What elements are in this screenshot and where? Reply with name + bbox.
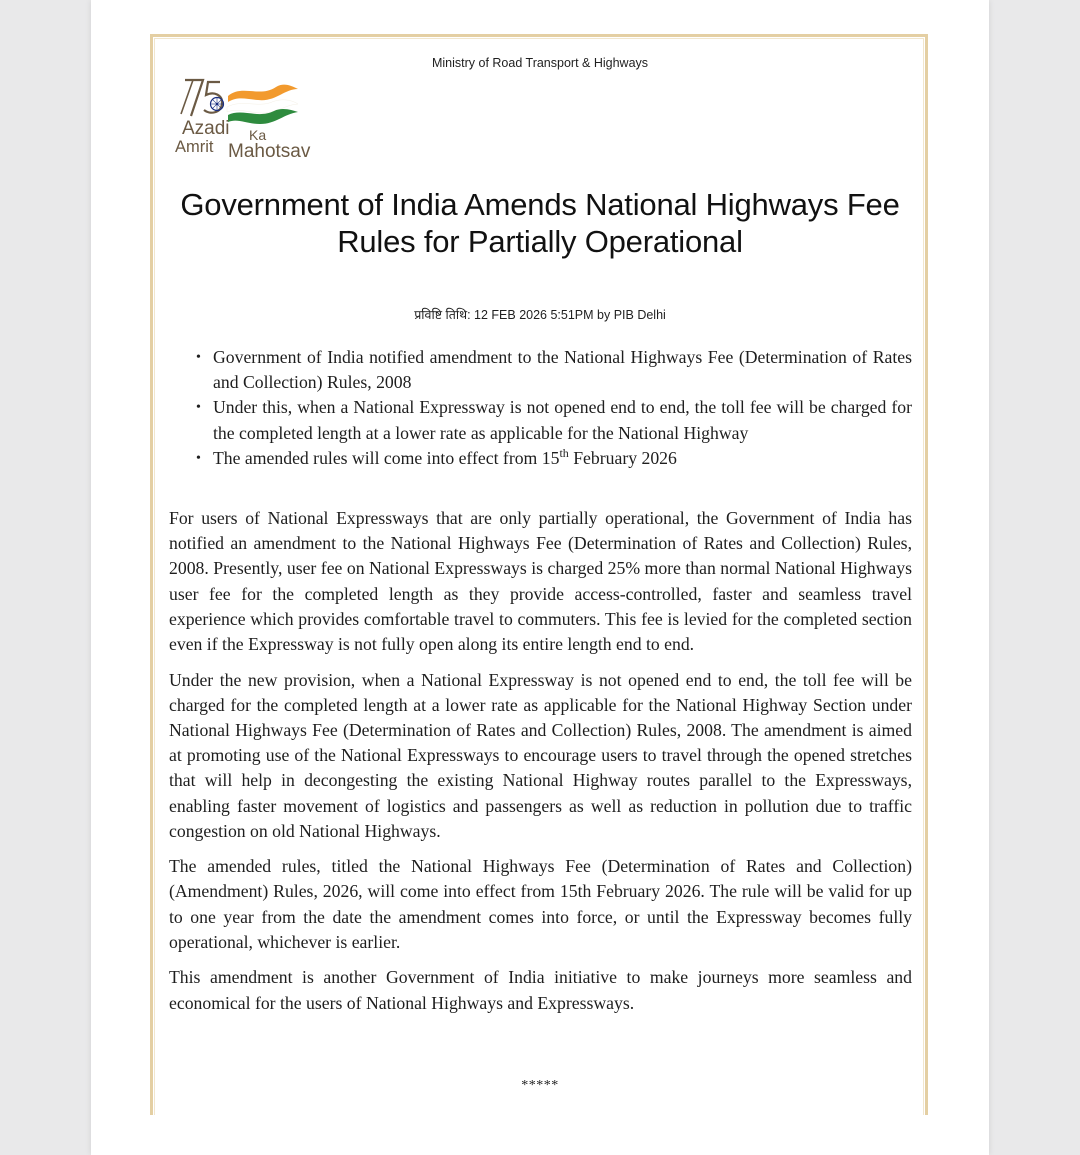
highlights-list <box>169 345 912 471</box>
body-paragraph: For users of National Expressways that are only partially operational, the Government of India has notified an amendment to the National Highways Fee (Determination of Rates and Collection) Rules, 2008. Presently, user fee on National Expressways is charged 25% more than normal National Highways user fee for the completed length as they provide access-controlled, faster and seamless travel experience which provides comfortable travel to commuters. This fee is levied for the completed section even if the Expressway is not fully open along its entire length end to end. <box>169 508 912 655</box>
end-of-release-mark: ***** <box>521 1078 559 1093</box>
ministry-name: Ministry of Road Transport & Highways <box>431 56 649 70</box>
press-release-title: Government of India Amends National Highways Fee Rules for Partially Operational <box>180 187 900 259</box>
logo-word-azadi: Azadi <box>182 118 230 139</box>
logo-word-mahotsav: Mahotsav <box>228 141 311 162</box>
ordinal-suffix: th <box>559 445 569 460</box>
posting-dateline: प्रविष्टि तिथि: 12 FEB 2026 5:51PM by PIB Delhi <box>414 308 666 322</box>
highlight-text: The amended rules will come into effect from 15 <box>213 447 560 468</box>
body-paragraph: This amendment is another Government of India initiative to make journeys more seamless and economical for the users of National Highways and Expressways. <box>169 967 912 1013</box>
press-release-body <box>169 506 912 1026</box>
body-paragraph: The amended rules, titled the National Highways Fee (Determination of Rates and Collection) (Amendment) Rules, 2026, will come into effect from 15th February 2026. The rule will be valid for up to one year from the date the amendment comes into force, or until the Expressway becomes fully operational, whichever is earlier. <box>169 856 912 952</box>
azadi-ka-amrit-mahotsav-logo <box>172 74 337 166</box>
logo-word-amrit: Amrit <box>175 138 214 156</box>
body-paragraph: Under the new provision, when a National Expressway is not opened end to end, the toll fee will be charged for the completed length at a lower rate as applicable for the National Highway Section under National Highways Fee (Determination of Rates and Collection) Rules, 2008. The amendment is aimed at promoting use of the National Expressways to encourage users to travel through the opened stretches that will help in decongesting the existing National Highway routes parallel to the Expressways, enabling faster movement of logistics and passengers as well as reduction in pollution due to traffic congestion on old National Highways. <box>169 669 912 841</box>
highlight-text: February 2026 <box>568 447 677 468</box>
highlight-item: • Under this, when a National Expressway is not opened end to end, the toll fee will be charged for the completed length at a lower rate as applicable for the National Highway <box>169 395 912 445</box>
highlight-item <box>169 446 912 471</box>
logo-word-ka: Ka <box>249 127 267 143</box>
highlight-item: • Government of India notified amendment to the National Highways Fee (Determination of Rates and Collection) Rules, 2008 <box>169 345 912 395</box>
